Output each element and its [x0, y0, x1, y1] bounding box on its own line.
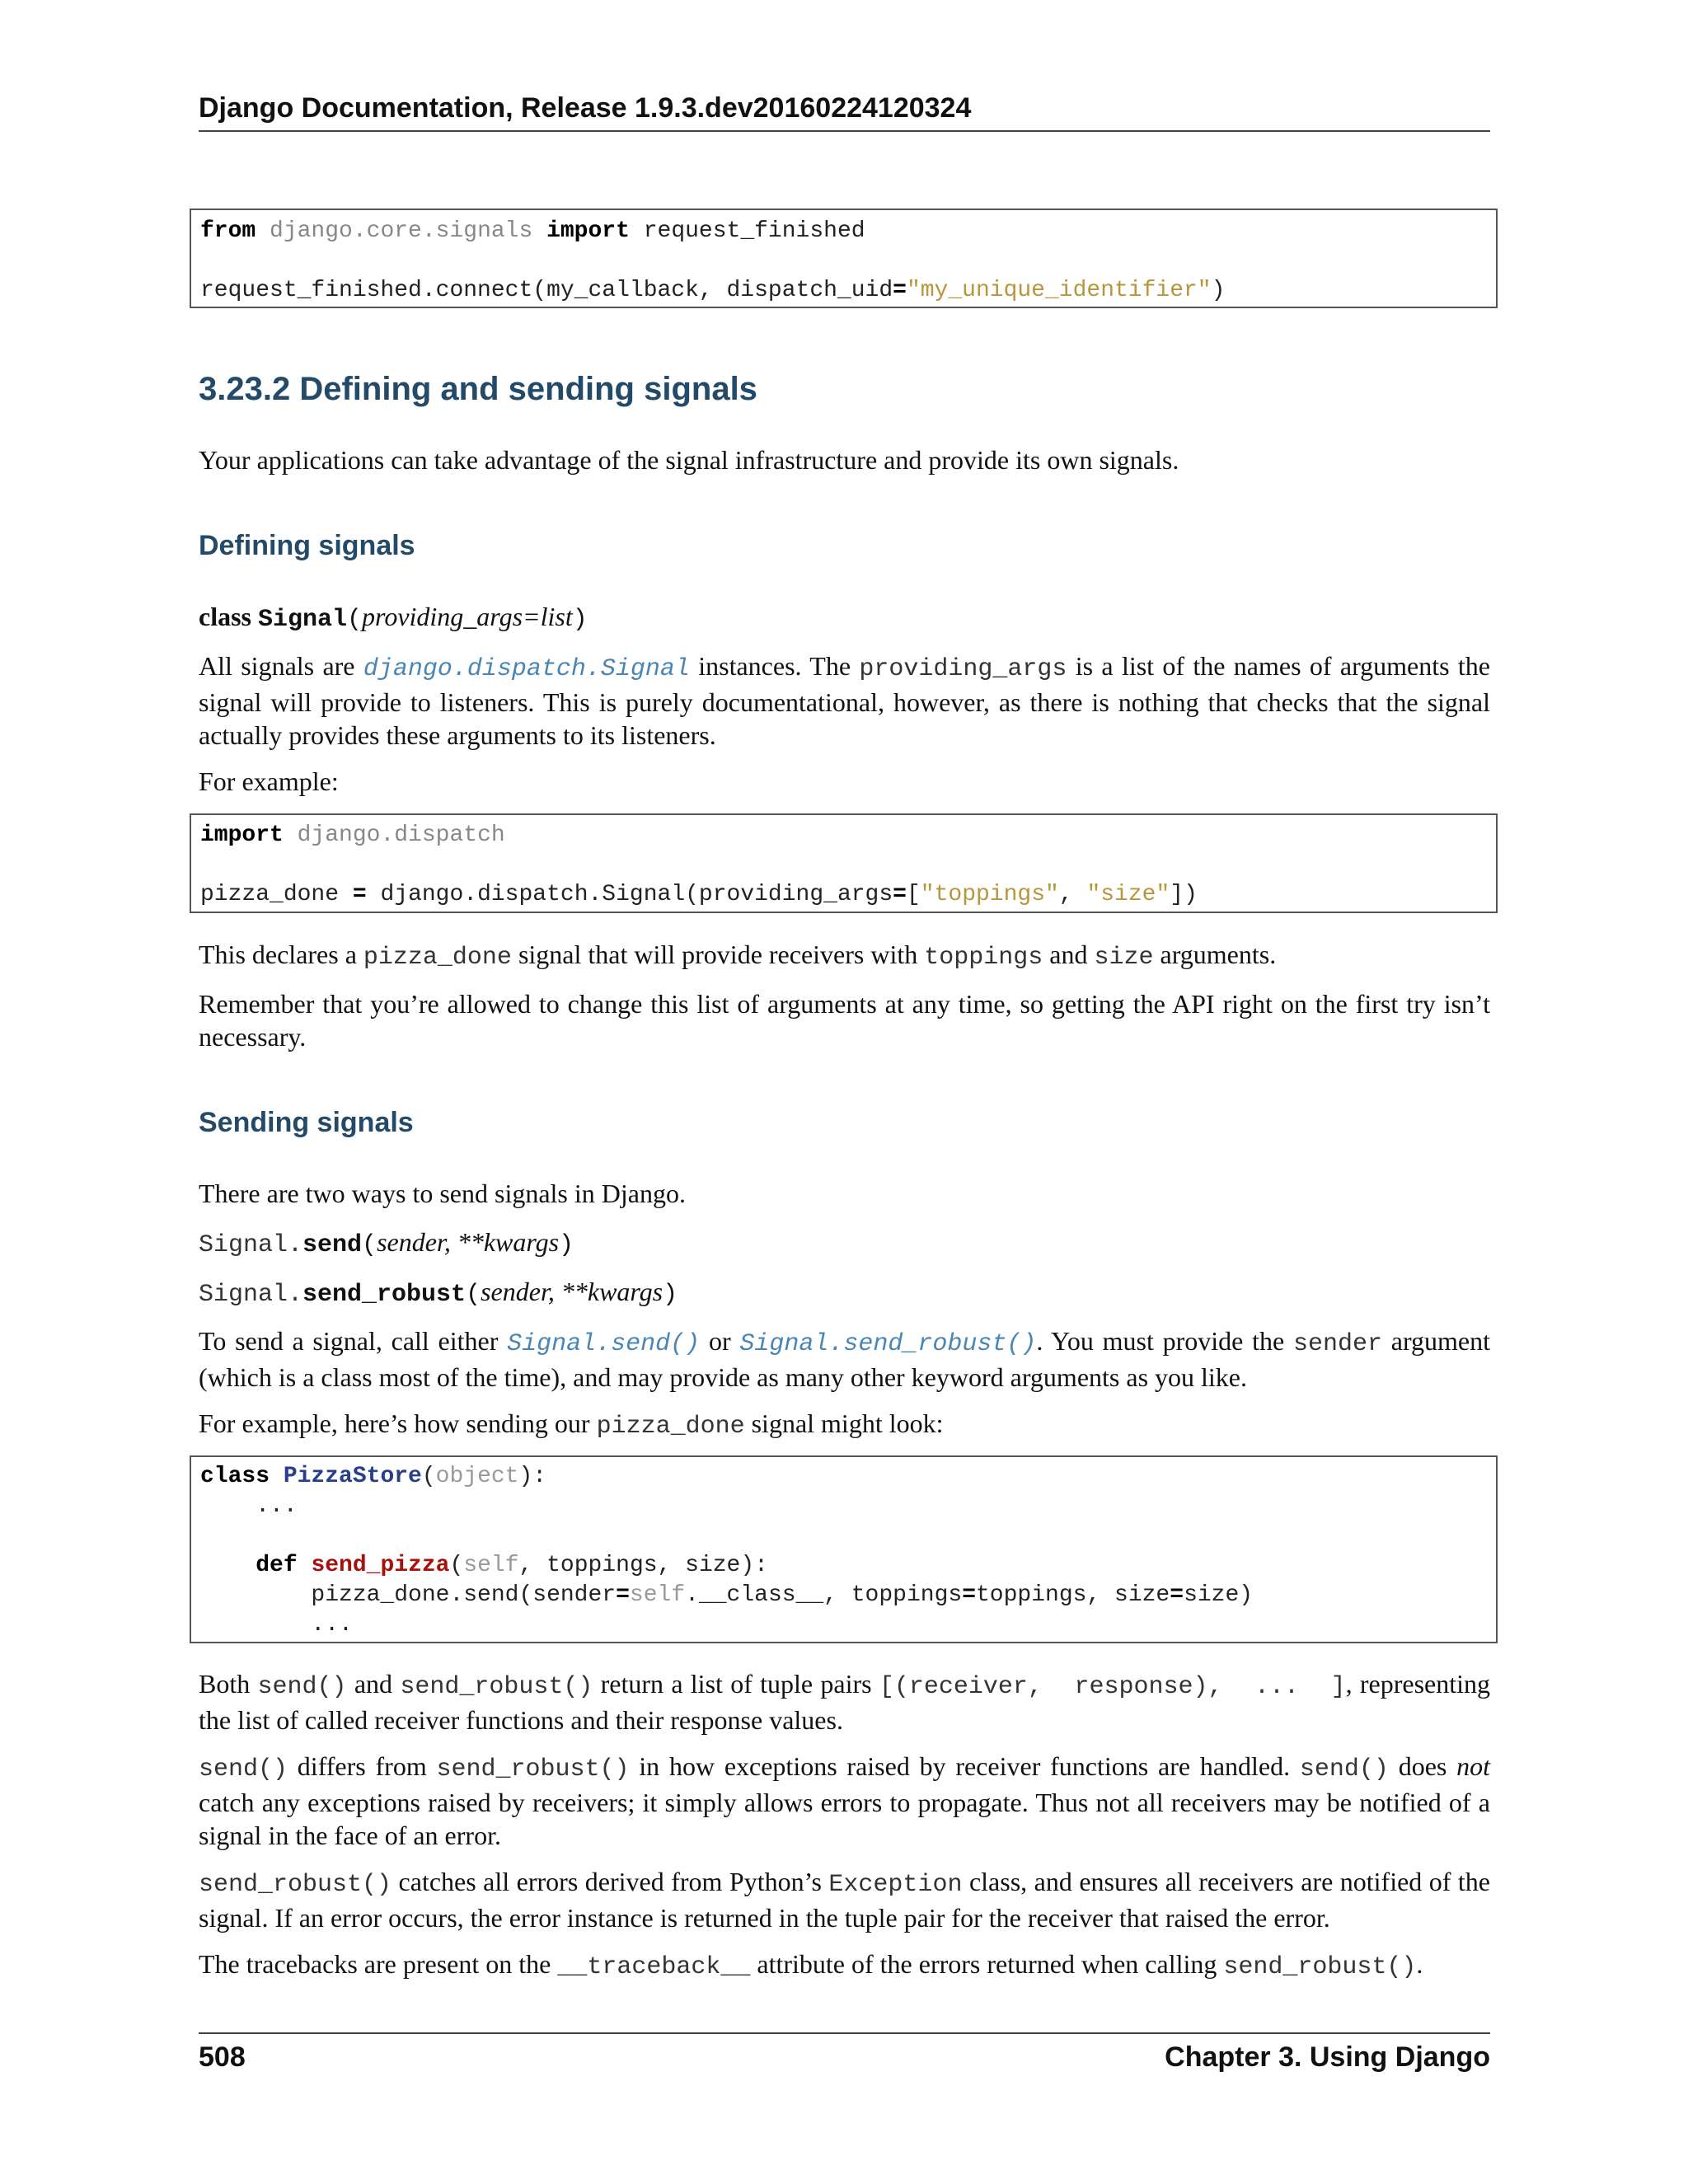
- subheading-defining-signals: Defining signals: [199, 530, 415, 561]
- section-heading: 3.23.2 Defining and sending signals: [199, 371, 757, 407]
- text: class, and ensures all receivers are notified of the signal. If an error occurs, the error instance is returned in the tuple pair for the receiver that raised the error.: [199, 1867, 1491, 1933]
- running-header: Django Documentation, Release 1.9.3.dev20160224120324: [199, 92, 972, 124]
- code-class-name: PizzaStore: [283, 1464, 422, 1489]
- method-signature-send: [199, 1226, 574, 1262]
- signature-params: sender, **kwargs: [481, 1277, 663, 1306]
- code-string: "my_unique_identifier": [906, 278, 1212, 303]
- method-name: send: [302, 1231, 363, 1259]
- code-keyword: def: [256, 1553, 298, 1578]
- code-string: "size": [1086, 882, 1170, 907]
- link-signal-send[interactable]: Signal.send(): [507, 1330, 701, 1358]
- paren-open: (: [466, 1281, 481, 1309]
- code-string: "toppings": [920, 882, 1059, 907]
- paren-close: ): [572, 606, 588, 634]
- text: in how exceptions raised by receiver functions are handled.: [629, 1751, 1300, 1781]
- code-operator: =: [962, 1582, 976, 1608]
- inline-code: send_robust(): [400, 1673, 593, 1701]
- inline-code: sender: [1292, 1330, 1382, 1358]
- text: return a list of tuple pairs: [593, 1669, 879, 1699]
- code-text: (: [449, 1553, 464, 1578]
- code-block-pizza-store: [190, 1455, 1498, 1643]
- code-builtin: object: [435, 1464, 519, 1489]
- code-keyword: class: [200, 1464, 270, 1489]
- code-module: django.dispatch: [283, 823, 505, 848]
- code-builtin: self: [629, 1582, 686, 1608]
- inline-code: pizza_done: [596, 1413, 745, 1441]
- differs-paragraph: [199, 1750, 1490, 1852]
- code-operator: =: [616, 1582, 630, 1608]
- code-line: [200, 217, 865, 246]
- code-text: ):: [518, 1464, 547, 1489]
- chapter-title: Chapter 3. Using Django: [1165, 2041, 1490, 2073]
- paren-open: (: [347, 606, 363, 634]
- inline-code: send(): [1299, 1755, 1389, 1783]
- code-text: pizza_done.send(sender: [200, 1582, 617, 1608]
- catches-paragraph: [199, 1865, 1490, 1934]
- inline-code: send_robust(): [436, 1755, 630, 1783]
- paren-close: ): [663, 1281, 678, 1309]
- intro-paragraph: Your applications can take advantage of the signal infrastructure and provide its own signals.: [199, 445, 1179, 475]
- send-signal-paragraph: [199, 1324, 1490, 1394]
- code-text: [: [906, 882, 921, 907]
- emphasis: not: [1456, 1751, 1490, 1781]
- inline-code: __traceback__: [557, 1953, 751, 1981]
- for-example-label: For example:: [199, 766, 339, 796]
- text: and: [1043, 940, 1095, 969]
- text: , representing the list of called receiver functions and their response values.: [199, 1669, 1491, 1735]
- text: or: [700, 1326, 740, 1356]
- code-text: .__class__, toppings: [685, 1582, 963, 1608]
- text: For example, here’s how sending our: [199, 1408, 597, 1438]
- text: arguments.: [1153, 940, 1277, 969]
- code-text: ): [1211, 278, 1226, 303]
- text: signal that will provide receivers with: [511, 940, 925, 969]
- class-keyword: class: [199, 602, 258, 631]
- header-rule: [199, 130, 1490, 132]
- code-operator: =: [352, 882, 367, 907]
- text: signal might look:: [744, 1408, 944, 1438]
- text: All signals are: [199, 651, 363, 681]
- text: and: [346, 1669, 401, 1699]
- code-line: [200, 1551, 768, 1581]
- text: .: [1416, 1949, 1423, 1979]
- text: catches all errors derived from Python’s: [392, 1867, 829, 1896]
- inline-code: pizza_done: [363, 944, 512, 972]
- code-block-connect: [190, 209, 1498, 308]
- method-signature-send-robust: [199, 1275, 678, 1311]
- text: does: [1388, 1751, 1457, 1781]
- class-signature-signal: [199, 600, 588, 636]
- signature-params: sender, **kwargs: [377, 1227, 560, 1257]
- class-name: Signal: [258, 606, 348, 634]
- code-keyword: import: [546, 218, 630, 244]
- text: This declares a: [199, 940, 363, 969]
- code-text: ]): [1170, 882, 1198, 907]
- code-text: size): [1184, 1582, 1254, 1608]
- inline-code: send_robust(): [1223, 1953, 1417, 1981]
- method-prefix: Signal.: [199, 1231, 303, 1259]
- code-line: [200, 276, 1225, 306]
- text: differs from: [288, 1751, 437, 1781]
- text: is a list of the names of arguments the signal will provide to listeners. This is purely documentational, however, as there is nothing that checks that the signal actually provides these arguments to its listeners.: [199, 651, 1490, 750]
- text: instances. The: [689, 651, 860, 681]
- code-line: [200, 880, 1198, 910]
- inline-code: size: [1094, 944, 1154, 972]
- text: argument (which is a class most of the time), and may provide as many other keyword arguments as you like.: [199, 1326, 1490, 1392]
- inline-code: send_robust(): [199, 1871, 392, 1899]
- code-module: django.core.signals: [256, 218, 547, 244]
- paren-open: (: [362, 1231, 377, 1259]
- code-text: (: [421, 1464, 436, 1489]
- code-text: django.dispatch.Signal(providing_args: [366, 882, 893, 907]
- code-function-name: send_pizza: [311, 1553, 450, 1578]
- code-text: pizza_done: [200, 882, 353, 907]
- code-operator: =: [893, 278, 907, 303]
- signal-description-paragraph: [199, 649, 1490, 752]
- inline-code: [(receiver, response), ... ]: [879, 1673, 1346, 1701]
- code-text: request_finished: [629, 218, 865, 244]
- remember-paragraph: Remember that you’re allowed to change this list of arguments at any time, so getting the API right on the first try isn’t necessary.: [199, 989, 1490, 1052]
- method-name: send_robust: [302, 1281, 467, 1309]
- inline-code: toppings: [924, 944, 1043, 972]
- code-line: [200, 821, 505, 851]
- inline-code: providing_args: [859, 655, 1067, 683]
- subheading-sending-signals: Sending signals: [199, 1107, 414, 1138]
- text: attribute of the errors returned when calling: [750, 1949, 1224, 1979]
- code-builtin: self: [463, 1553, 519, 1578]
- code-line: ...: [200, 1493, 298, 1519]
- page-number: 508: [199, 2041, 246, 2073]
- code-operator: =: [893, 882, 907, 907]
- signature-params: providing_args=list: [362, 602, 573, 631]
- method-prefix: Signal.: [199, 1281, 303, 1309]
- code-line: [200, 1462, 546, 1492]
- code-keyword: from: [200, 218, 256, 244]
- link-django-dispatch-signal[interactable]: django.dispatch.Signal: [363, 655, 690, 683]
- code-block-define-signal: [190, 813, 1498, 913]
- inline-code: Exception: [828, 1871, 963, 1899]
- text: catch any exceptions raised by receivers; it simply allows errors to propagate. Thus not all receivers may be notified of a signal in the face of an error.: [199, 1788, 1490, 1850]
- declares-paragraph: [199, 938, 1490, 974]
- paren-close: ): [559, 1231, 574, 1259]
- inline-code: send(): [199, 1755, 288, 1783]
- both-paragraph: [199, 1667, 1490, 1736]
- text: . You must provide the: [1036, 1326, 1293, 1356]
- link-signal-send-robust[interactable]: Signal.send_robust(): [739, 1330, 1037, 1358]
- code-text: ,: [1058, 882, 1087, 907]
- code-operator: =: [1170, 1582, 1184, 1608]
- code-text: , toppings, size):: [518, 1553, 768, 1578]
- text: Both: [199, 1669, 258, 1699]
- text: To send a signal, call either: [199, 1326, 508, 1356]
- tracebacks-paragraph: [199, 1947, 1490, 1984]
- code-text: request_finished.connect(my_callback, dispatch_uid: [200, 278, 893, 303]
- code-text: toppings, size: [976, 1582, 1170, 1608]
- code-line: ...: [200, 1612, 353, 1638]
- code-keyword: import: [200, 823, 284, 848]
- sending-example-paragraph: [199, 1407, 1490, 1443]
- code-line: [200, 1581, 1253, 1610]
- inline-code: send(): [257, 1673, 347, 1701]
- footer-rule: [199, 2032, 1490, 2034]
- text: The tracebacks are present on the: [199, 1949, 558, 1979]
- two-ways-paragraph: There are two ways to send signals in Django.: [199, 1179, 686, 1208]
